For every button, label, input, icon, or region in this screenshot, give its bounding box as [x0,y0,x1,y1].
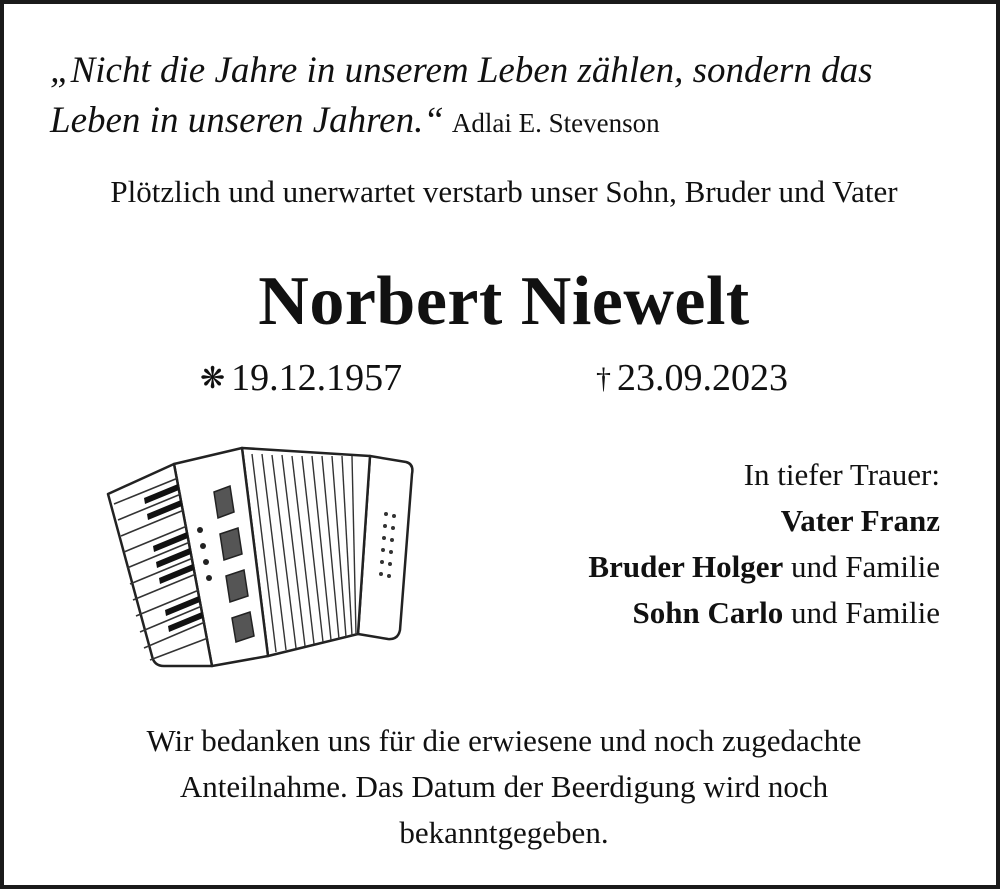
thanks-line-1: Wir bedanken uns für die erwiesene und noch zugedachte [146,723,862,758]
birth-date-value: 19.12.1957 [231,357,403,399]
mourner-father-name: Vater Franz [780,503,940,538]
quote-author: Adlai E. Stevenson [451,108,660,138]
mourner-son [588,590,940,636]
intro-text: Plötzlich und unerwartet verstarb unser Sohn, Bruder und Vater [110,174,898,209]
mourner-brother-suffix: und Familie [783,549,940,584]
quote-line-2-text: Leben in unseren Jahren.“ [50,100,444,141]
accordion-icon [102,434,420,670]
mourner-brother [588,544,940,590]
mourners-heading: In tiefer Trauer: [743,457,940,492]
mourner-son-suffix: und Familie [783,595,940,630]
quote [50,46,970,148]
death-date [596,354,788,405]
mourners [588,452,940,636]
death-date-value: 23.09.2023 [617,357,788,399]
mourner-son-name: Sohn Carlo [632,595,784,630]
thanks-line-2: Anteilnahme. Das Datum der Beerdigung wird noch [179,769,829,804]
death-cross-icon: † [596,362,611,395]
mourner-father [588,498,940,544]
quote-line-2 [50,96,970,148]
birth-star-icon: ❋ [200,362,226,395]
thanks-line-3: bekanntgegeben. [399,815,609,850]
quote-line-1: „Nicht die Jahre in unserem Leben zählen, sondern das [50,50,873,91]
thanks-text [4,718,1000,856]
birth-date [200,354,402,405]
mourner-brother-name: Bruder Holger [588,549,784,584]
deceased-name: Norbert Niewelt [258,263,750,340]
